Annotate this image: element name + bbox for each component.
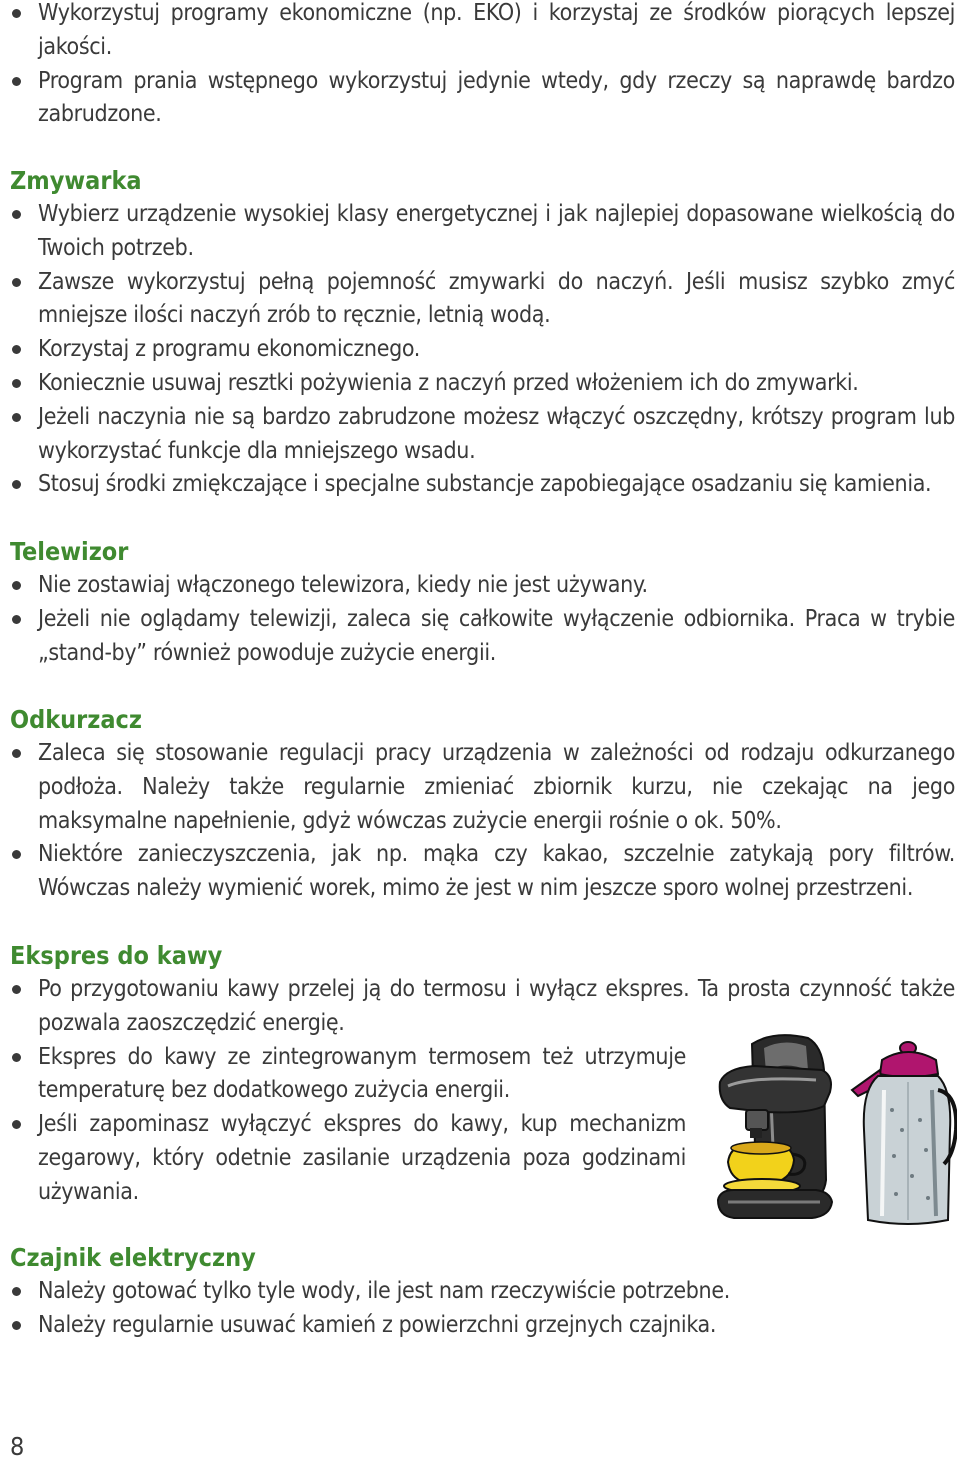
list-item: Jeżeli nie oglądamy telewizji, zaleca się całkowite wyłączenie odbiornika. Praca w trybie „stand-by” również powoduje zużycie energii. — [10, 603, 955, 671]
intro-list — [10, 0, 955, 132]
section-heading: Ekspres do kawy — [10, 941, 223, 970]
section-heading: Telewizor — [10, 537, 129, 566]
bullet-icon — [12, 345, 21, 354]
bullet-icon — [12, 413, 21, 422]
list-item: Stosuj środki zmiękczające i specjalne substancje zapobiegające osadzaniu się kamienia. — [10, 468, 955, 502]
list-item: Zaleca się stosowanie regulacji pracy urządzenia w zależności od rodzaju odkurzanego podłoża. Należy także regularnie zmieniać zbiornik kurzu, nie czekając na jego maksymalne napełnienie, gdyż wówczas zużycie energii rośnie o ok. 50%. — [10, 737, 955, 838]
czajnik-section — [10, 1241, 955, 1343]
bullet-icon — [12, 1053, 21, 1062]
bullet-icon — [12, 1120, 21, 1129]
coffee-illustration — [712, 1030, 957, 1230]
section-heading: Zmywarka — [10, 166, 142, 195]
bullet-icon — [12, 210, 21, 219]
list-item: Należy gotować tylko tyle wody, ile jest nam rzeczywiście potrzebne. — [10, 1275, 955, 1309]
bullet-icon — [12, 615, 21, 624]
telewizor-section — [10, 535, 955, 670]
list-item: Nie zostawiaj włączonego telewizora, kiedy nie jest używany. — [10, 569, 955, 603]
bullet-icon — [12, 278, 21, 287]
zmywarka-list — [10, 198, 955, 502]
bullet-icon — [12, 850, 21, 859]
section-heading: Czajnik elektryczny — [10, 1243, 256, 1272]
zmywarka-section — [10, 164, 955, 502]
bullet-icon — [12, 9, 21, 18]
list-item: Program prania wstępnego wykorzystuj jedynie wtedy, gdy rzeczy są naprawdę bardzo zabrudzone. — [10, 65, 955, 133]
list-item: Jeżeli naczynia nie są bardzo zabrudzone możesz włączyć oszczędny, krótszy program lub wykorzystać funkcje dla mniejszego wsadu. — [10, 401, 955, 469]
thermos-jug-icon — [852, 1042, 956, 1224]
intro-section — [10, 0, 955, 132]
telewizor-list — [10, 569, 955, 670]
coffee-machine-icon — [718, 1035, 832, 1218]
page-number: 8 — [10, 1432, 25, 1461]
list-item: Ekspres do kawy ze zintegrowanym termosem też utrzymuje temperaturę bez dodatkowego zużycia energii. — [10, 1041, 686, 1109]
list-item: Po przygotowaniu kawy przelej ją do termosu i wyłącz ekspres. Ta prosta czynność także pozwala zaoszczędzić energię. — [10, 973, 955, 1041]
bullet-icon — [12, 379, 21, 388]
bullet-icon — [12, 749, 21, 758]
list-item: Wykorzystuj programy ekonomiczne (np. EKO) i korzystaj ze środków piorących lepszej jakości. — [10, 0, 955, 65]
list-item: Zawsze wykorzystuj pełną pojemność zmywarki do naczyń. Jeśli musisz szybko zmyć mniejsze ilości naczyń zrób to ręcznie, letnią wodą. — [10, 266, 955, 334]
list-item: Korzystaj z programu ekonomicznego. — [10, 333, 955, 367]
czajnik-list — [10, 1275, 955, 1343]
odkurzacz-section — [10, 703, 955, 906]
bullet-icon — [12, 581, 21, 590]
list-item: Jeśli zapominasz wyłączyć ekspres do kawy, kup mechanizm zegarowy, który odetnie zasilanie urządzenia poza godzinami używania. — [10, 1108, 686, 1209]
list-item: Wybierz urządzenie wysokiej klasy energetycznej i jak najlepiej dopasowane wielkością do Twoich potrzeb. — [10, 198, 955, 266]
bullet-icon — [12, 480, 21, 489]
list-item: Niektóre zanieczyszczenia, jak np. mąka czy kakao, szczelnie zatykają pory filtrów. Wówczas należy wymienić worek, mimo że jest w nim jeszcze sporo wolnej przestrzeni. — [10, 838, 955, 906]
list-item: Koniecznie usuwaj resztki pożywienia z naczyń przed włożeniem ich do zmywarki. — [10, 367, 955, 401]
section-heading: Odkurzacz — [10, 705, 142, 734]
bullet-icon — [12, 77, 21, 86]
bullet-icon — [12, 985, 21, 994]
bullet-icon — [12, 1287, 21, 1296]
list-item: Należy regularnie usuwać kamień z powierzchni grzejnych czajnika. — [10, 1309, 955, 1343]
bullet-icon — [12, 1321, 21, 1330]
odkurzacz-list — [10, 737, 955, 906]
